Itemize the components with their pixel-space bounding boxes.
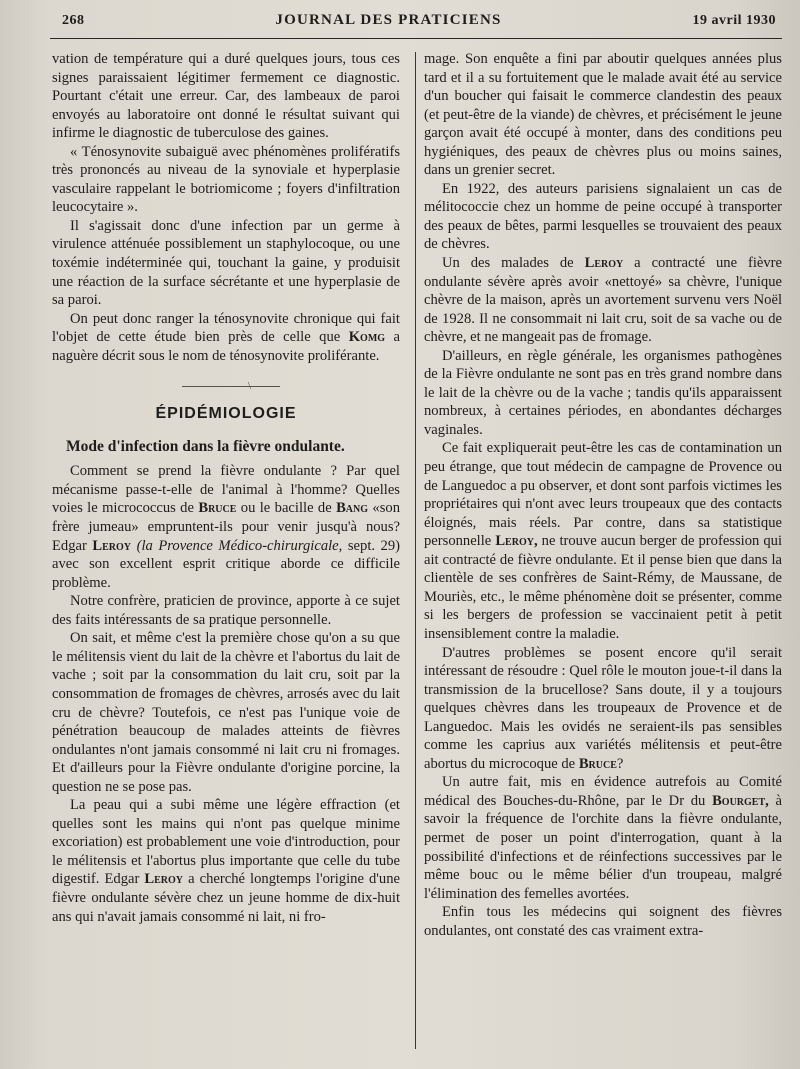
text-run: a contracté une fièvre ondulante sévère après avoir «nettoyé» sa chèvre, l'unique chèvre de la maison, après un avortement survenu vers Noël de 1928. Il ne consommait ni lait cru, soit de sa vache ou de chèvre, et ne mangeait pas de fromage. [424,255,782,346]
issue-date: 19 avril 1930 [692,13,776,28]
text-run: Comment se prend la fièvre ondulante ? Par quel mécanisme passe-t-elle de l'animal à l'homme? Quelles voies le micrococcus de [52,463,400,517]
text-run: a cherché longtemps l'origine d'une fièvre ondulante sévère chez un jeune homme de dix-huit ans qui n'avait jamais consommé ni lait, ni fro- [52,871,400,925]
author-name: Leroy [584,255,624,272]
text-run: Ce fait expliquerait peut-être les cas de contamination un peu étrange, que tout médecin de campagne de Provence ou de Languedoc a pu observer, et dont sont parfois victimes les propriétaires qui n'ont avec leurs troupeaux que des contacts éloignés, mais réels. Par contre, dans sa statistique personnelle [424,440,782,550]
text-run: D'autres problèmes se posent encore qu'il serait intéressant de résoudre : Quel rôle le mouton joue-t-il dans la transmission de la brucellose? Sans doute, il y a toujours quelques chèvres dans les troupeaux de Provence et de Languedoc. Mais les ovidés ne seraient-ils pas sensibles comme les caprius aux variétés mélitensis et peut-être abortus du microcoque de [424,644,782,772]
text-run: sept. 29) avec son excellent esprit critique aborde ce difficile problème. [52,537,401,591]
paragraph [424,773,782,903]
author-name: Bourget, [712,792,769,809]
journal-reference: (la Provence Médico-chirurgicale, [136,537,343,554]
text-run: à savoir la fréquence de l'orchite dans la fièvre ondulante, permet de poser un point d'interrogation, quant à la possibilité d'infections et de réinfections successives par le même bouc ou le même bélier d'un troupeau, malgré l'élimination des femelles avortées. [424,792,783,902]
paragraph: « Ténosynovite subaiguë avec phénomènes prolifératifs très prononcés au niveau de la synoviale et hyperplasie vasculaire rappelant le botriomicome ; foyers d'infiltration leucocytaire ». [52,143,400,216]
text-run: ne trouve aucun berger de profession qui ait contracté de fièvre ondulante. Et il pense bien que dans la clientèle de ses confrères de Saint-Rémy, de Maussane, de Mouriès, etc., le même phénomène doit se présenter, comme si les bergers de profession se vaccinaient petit à petit insensiblement contre la maladie. [424,533,782,642]
paragraph: Il s'agissait donc d'une infection par un germe à virulence atténuée possiblement un staphylocoque, ou une toxémie indéterminée qui, touchant la gaine, y produisit une réaction de la surface sécrétante et une hyperplasie de sa paroi. [52,217,400,309]
separator-mark: \ [248,380,252,393]
text-run: La peau qui a subi même une légère effraction (et quelles sont les mains qui n'ont pas quelque minime excoriation) est probablement une voie d'introduction, pour le mélitensis et l'abortus plus importante que celle du tube digestif. Edgar [52,797,400,888]
page-number: 268 [62,13,85,28]
paragraph [52,796,400,926]
text-run: ou le bacille de [240,500,332,517]
paragraph [424,439,782,643]
journal-title: JOURNAL DES PRATICIENS [275,12,502,28]
author-name: Leroy [92,537,132,554]
section-separator [52,373,400,401]
right-column [424,50,782,940]
header-rule [50,38,782,39]
paragraph [52,310,400,366]
paragraph: vation de température qui a duré quelques jours, tous ces signes paraissaient légitimer fermement ce diagnostic. Pourtant c'était une erreur. Car, des lambeaux de paroi envoyés au laboratoire ont donné le résultat suivant qui infirme le diagnostic de tuberculose des gaines. [52,51,400,142]
text-run: ? [616,755,624,772]
text-run: «son frère jumeau» empruntent-ils pour venir jusqu'à nous? Edgar [52,500,400,554]
paragraph: mage. Son enquête a fini par aboutir quelques années plus tard et il a su fortuitement que le malade avait été au service d'un boucher qui faisait le commerce clandestin des peaux (et peut-être de la viande) de chèvres, et précisément le jeune garçon avait été occupé à monter, dans des conditions peu hygiéniques, des peaux de chèvres plus ou moins saines, dans un grenier secret. [424,51,782,179]
author-name: Bruce [198,500,237,517]
left-column [52,50,400,926]
paragraph [424,254,782,347]
running-head [62,12,776,36]
text-run: Un autre fait, mis en évidence autrefois au Comité médical des Bouches-du-Rhône, par le Dr du [424,774,782,809]
paragraph: D'ailleurs, en règle générale, les organismes pathogènes de la Fièvre ondulante ne sont pas en très grand nombre dans le lait de la chèvre ou de la vache ; tandis qu'ils apparaissent nombreux, à certaines périodes, en abondantes décharges vaginales. [424,347,782,438]
paragraph [424,644,782,774]
paragraph: En 1922, des auteurs parisiens signalaient un cas de mélitococcie chez un homme de peine occupé à transporter des peaux de bêtes, parmi lesquelles se trouvaient des peaux de chèvres. [424,180,782,253]
author-name: Leroy [144,871,184,888]
section-title: ÉPIDÉMIOLOGIE [155,405,297,423]
paragraph: Enfin tous les médecins qui soignent des fièvres ondulantes, ont constaté des cas vraiment extra- [424,904,782,939]
text-run: a naguère décrit sous le nom de ténosynovite proliférante. [52,329,400,364]
paragraph: On sait, et même c'est la première chose qu'on a su que le mélitensis vient du lait de la chèvre et l'abortus du lait de vache ; soit par la consommation du lait cru, soit par la consommation de fromages de chèvres, arrosés avec du lait cru de chèvre? Toutefois, ce n'est pas l'unique voie de pénétration beaucoup de malades atteints de fièvres ondulantes n'ont jamais consommé ni lait cru ni fromages. Et d'ailleurs pour la Fièvre ondulante d'origine porcine, la question ne se pose pas. [52,630,400,795]
author-name: Bruce [578,755,617,772]
paragraph: Notre confrère, praticien de province, apporte à ce sujet des faits intéressants de sa pratique personnelle. [52,593,400,628]
text-run: Un des malades de [442,255,574,272]
paragraph [52,462,400,592]
author-name: Komg [348,329,386,346]
author-name: Bang [336,500,369,517]
subheading: Mode d'infection dans la fièvre ondulante. [66,437,345,455]
author-name: Leroy, [495,533,538,550]
text-run: On peut donc ranger la ténosynovite chronique qui fait l'objet de cette étude bien près de celle que [52,310,400,346]
column-divider [415,52,416,1049]
